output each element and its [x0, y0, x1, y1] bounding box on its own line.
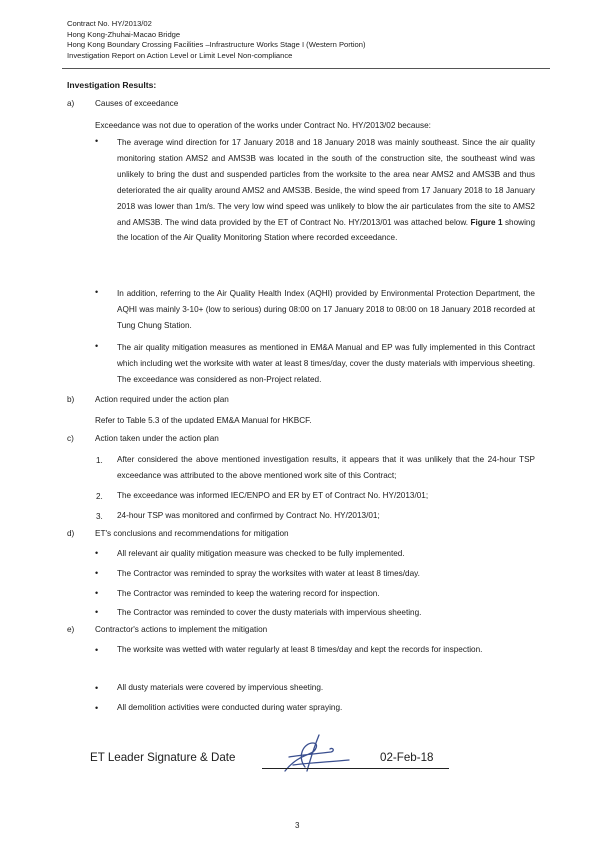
header-divider: [62, 68, 550, 69]
action-item: 24-hour TSP was monitored and confirmed by Contract No. HY/2013/01;: [117, 511, 380, 520]
section-d-title: ET's conclusions and recommendations for mitigation: [95, 529, 289, 538]
bullet-marker: •: [95, 568, 99, 578]
section-a-letter: a): [67, 99, 75, 108]
investigation-results-heading: Investigation Results:: [67, 80, 157, 90]
bullet-marker: •: [95, 548, 99, 558]
bullet-marker: •: [95, 341, 99, 351]
bullet-marker: •: [95, 703, 99, 713]
contractor-action-item: The worksite was wetted with water regularly at least 8 times/day and kept the records for inspection.: [117, 645, 483, 654]
page-number: 3: [295, 821, 300, 830]
list-number: 1.: [96, 456, 103, 465]
recommendation-item: The Contractor was reminded to keep the watering record for inspection.: [117, 589, 380, 598]
bullet-marker: •: [95, 287, 99, 297]
cause-mitigation-measures: The air quality mitigation measures as mentioned in EM&A Manual and EP was fully implemented in this Contract which including wet the worksite with water at least 8 times/day, cover the dusty materials with impervious sheeting. The exceedance was considered as non-Project related.: [117, 343, 535, 384]
list-number: 3.: [96, 512, 103, 521]
contractor-action-item: All dusty materials were covered by impervious sheeting.: [117, 683, 324, 692]
bullet-marker: •: [95, 588, 99, 598]
signature-date: 02-Feb-18: [380, 751, 434, 764]
section-e-title: Contractor's actions to implement the mitigation: [95, 625, 268, 634]
section-a-title: Causes of exceedance: [95, 99, 179, 108]
section-b-title: Action required under the action plan: [95, 395, 229, 404]
signature-label: ET Leader Signature & Date: [90, 751, 236, 764]
contract-number: Contract No. HY/2013/02: [67, 19, 152, 28]
section-e-letter: e): [67, 625, 75, 634]
section-c-letter: c): [67, 434, 74, 443]
action-item: After considered the above mentioned investigation results, it appears that it was unlikely that the 24-hour TSP exceedance was attributed to the above mentioned work site of this Contract;: [117, 455, 535, 480]
section-c-title: Action taken under the action plan: [95, 434, 219, 443]
bullet-marker: •: [95, 645, 99, 655]
section-d-letter: d): [67, 529, 75, 538]
cause-wind-direction: The average wind direction for 17 January 2018 and 18 January 2018 was mainly southeast. Since the air quality monitoring station AMS2 and AMS3B was located in the south of the construction site, the southeast wind was unlikely to bring the dust and suspended particles from the worksite to the area near AMS2 and AMS3B and thus deteriorated the air quality around AMS2 and AMS3B. Beside, the wind speed from 17 January 2018 to 18 January 2018 was lower than 1m/s. The very low wind speed was unlikely to blow the air particulates from the site to AMS2 and AMS3B. The wind data provided by the ET of Contract No. HY/2013/01 was attached below. Figure 1 showing the location of the Air Quality Monitoring Station where recorded exceedance.: [117, 138, 535, 243]
handwritten-signature: [275, 727, 355, 777]
recommendation-item: The Contractor was reminded to cover the dusty materials with impervious sheeting.: [117, 608, 422, 617]
bullet-marker: •: [95, 683, 99, 693]
figure-reference: Figure 1: [470, 217, 503, 227]
action-item: The exceedance was informed IEC/ENPO and ER by ET of Contract No. HY/2013/01;: [117, 491, 429, 500]
report-title: Investigation Report on Action Level or Limit Level Non-compliance: [67, 50, 293, 60]
bullet-marker: •: [95, 607, 99, 617]
recommendation-item: The Contractor was reminded to spray the worksites with water at least 8 times/day.: [117, 569, 420, 578]
project-works: Hong Kong Boundary Crossing Facilities –Infrastructure Works Stage I (Western Portion): [67, 40, 366, 50]
section-a-intro: Exceedance was not due to operation of the works under Contract No. HY/2013/02 because:: [95, 121, 431, 130]
list-number: 2.: [96, 492, 103, 501]
contractor-action-item: All demolition activities were conducted during water spraying.: [117, 703, 343, 712]
document-header: [67, 19, 547, 61]
signature-line: [262, 768, 449, 769]
project-name: Hong Kong-Zhuhai-Macao Bridge: [67, 29, 181, 39]
section-b-text: Refer to Table 5.3 of the updated EM&A Manual for HKBCF.: [95, 416, 312, 425]
recommendation-item: All relevant air quality mitigation measure was checked to be fully implemented.: [117, 549, 405, 558]
bullet-marker: •: [95, 136, 99, 146]
section-b-letter: b): [67, 395, 75, 404]
cause-aqhi: In addition, referring to the Air Quality Health Index (AQHI) provided by Environmental Protection Department, the AQHI was mainly 3-10+ (low to serious) during 08:00 on 17 January 2018 to 08:00 on 18 January 2018 recorded at Tung Chung Station.: [117, 289, 535, 330]
